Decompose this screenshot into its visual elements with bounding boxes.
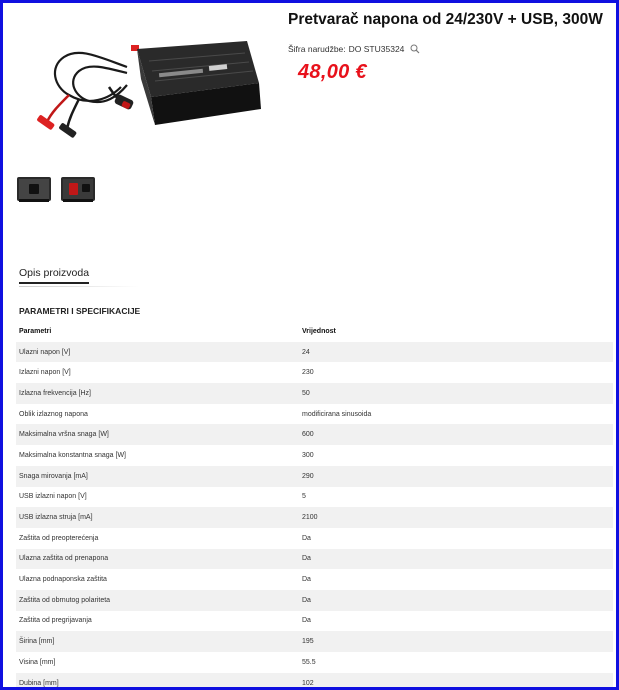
param-cell: Širina [mm] — [19, 638, 55, 646]
value-cell: 24 — [302, 348, 310, 356]
param-cell: Visina [mm] — [19, 658, 56, 666]
product-price: 48,00 € — [298, 61, 367, 83]
param-cell: Izlazni napon [V] — [19, 369, 71, 377]
table-row — [16, 549, 613, 570]
param-cell: Ulazni napon [V] — [19, 348, 71, 356]
param-cell: Ulazna zaštita od prenapona — [19, 555, 109, 563]
table-row — [16, 342, 613, 363]
value-cell: 195 — [302, 638, 314, 646]
param-cell: USB izlazna struja [mA] — [19, 514, 93, 522]
value-cell: 102 — [302, 679, 314, 687]
sku-row — [288, 44, 420, 54]
table-row — [16, 445, 613, 466]
inverter-thumbnail-image — [15, 171, 53, 205]
value-cell: Da — [302, 596, 311, 604]
table-row — [16, 569, 613, 590]
param-cell: Maksimalna vršna snaga [W] — [19, 431, 109, 439]
value-cell: 600 — [302, 431, 314, 439]
param-cell: Zaštita od preopterećenja — [19, 534, 99, 542]
param-cell: USB izlazni napon [V] — [19, 493, 87, 501]
value-cell: 5 — [302, 493, 306, 501]
value-cell: 290 — [302, 472, 314, 480]
value-cell: Da — [302, 555, 311, 563]
tab-divider — [19, 286, 139, 287]
product-thumbnail[interactable] — [59, 171, 97, 205]
table-row — [16, 611, 613, 632]
table-row — [16, 404, 613, 425]
tab-opis-proizvoda[interactable]: Opis proizvoda — [19, 267, 89, 284]
table-row — [16, 466, 613, 487]
specs-heading: PARAMETRI I SPECIFIKACIJE — [19, 306, 141, 316]
value-cell: modificirana sinusoida — [302, 410, 372, 418]
specs-header-row — [16, 321, 613, 342]
param-cell: Izlazna frekvencija [Hz] — [19, 389, 91, 397]
table-row — [16, 528, 613, 549]
table-row — [16, 631, 613, 652]
value-cell: 230 — [302, 369, 314, 377]
inverter-thumbnail-image — [59, 171, 97, 205]
param-cell: Snaga mirovanja [mA] — [19, 472, 88, 480]
value-cell: Da — [302, 534, 311, 542]
table-row — [16, 673, 613, 690]
inverter-image — [9, 27, 279, 147]
product-thumbnail[interactable] — [15, 171, 53, 205]
param-cell: Ulazna podnaponska zaštita — [19, 576, 107, 584]
table-row — [16, 590, 613, 611]
value-cell: 55.5 — [302, 658, 316, 666]
param-cell: Oblik izlaznog napona — [19, 410, 88, 418]
value-cell: 50 — [302, 389, 310, 397]
product-title: Pretvarač napona od 24/230V + USB, 300W — [288, 11, 603, 28]
param-cell: Maksimalna konstantna snaga [W] — [19, 451, 126, 459]
search-icon[interactable] — [410, 44, 420, 54]
table-row — [16, 507, 613, 528]
table-row — [16, 652, 613, 673]
column-header-vrijednost: Vrijednost — [302, 327, 336, 335]
specs-table — [16, 321, 613, 690]
param-cell: Dubina [mm] — [19, 679, 59, 687]
table-row — [16, 487, 613, 508]
sku-value: DO STU35324 — [348, 44, 405, 54]
table-row — [16, 383, 613, 404]
value-cell: Da — [302, 617, 311, 625]
column-header-parametri: Parametri — [19, 327, 52, 335]
param-cell: Zaštita od pregrijavanja — [19, 617, 92, 625]
value-cell: 2100 — [302, 514, 318, 522]
value-cell: 300 — [302, 451, 314, 459]
product-main-image[interactable] — [9, 27, 279, 147]
table-row — [16, 424, 613, 445]
table-row — [16, 362, 613, 383]
param-cell: Zaštita od obrnutog polariteta — [19, 596, 111, 604]
sku-label: Šifra narudžbe: — [288, 44, 346, 54]
value-cell: Da — [302, 576, 311, 584]
